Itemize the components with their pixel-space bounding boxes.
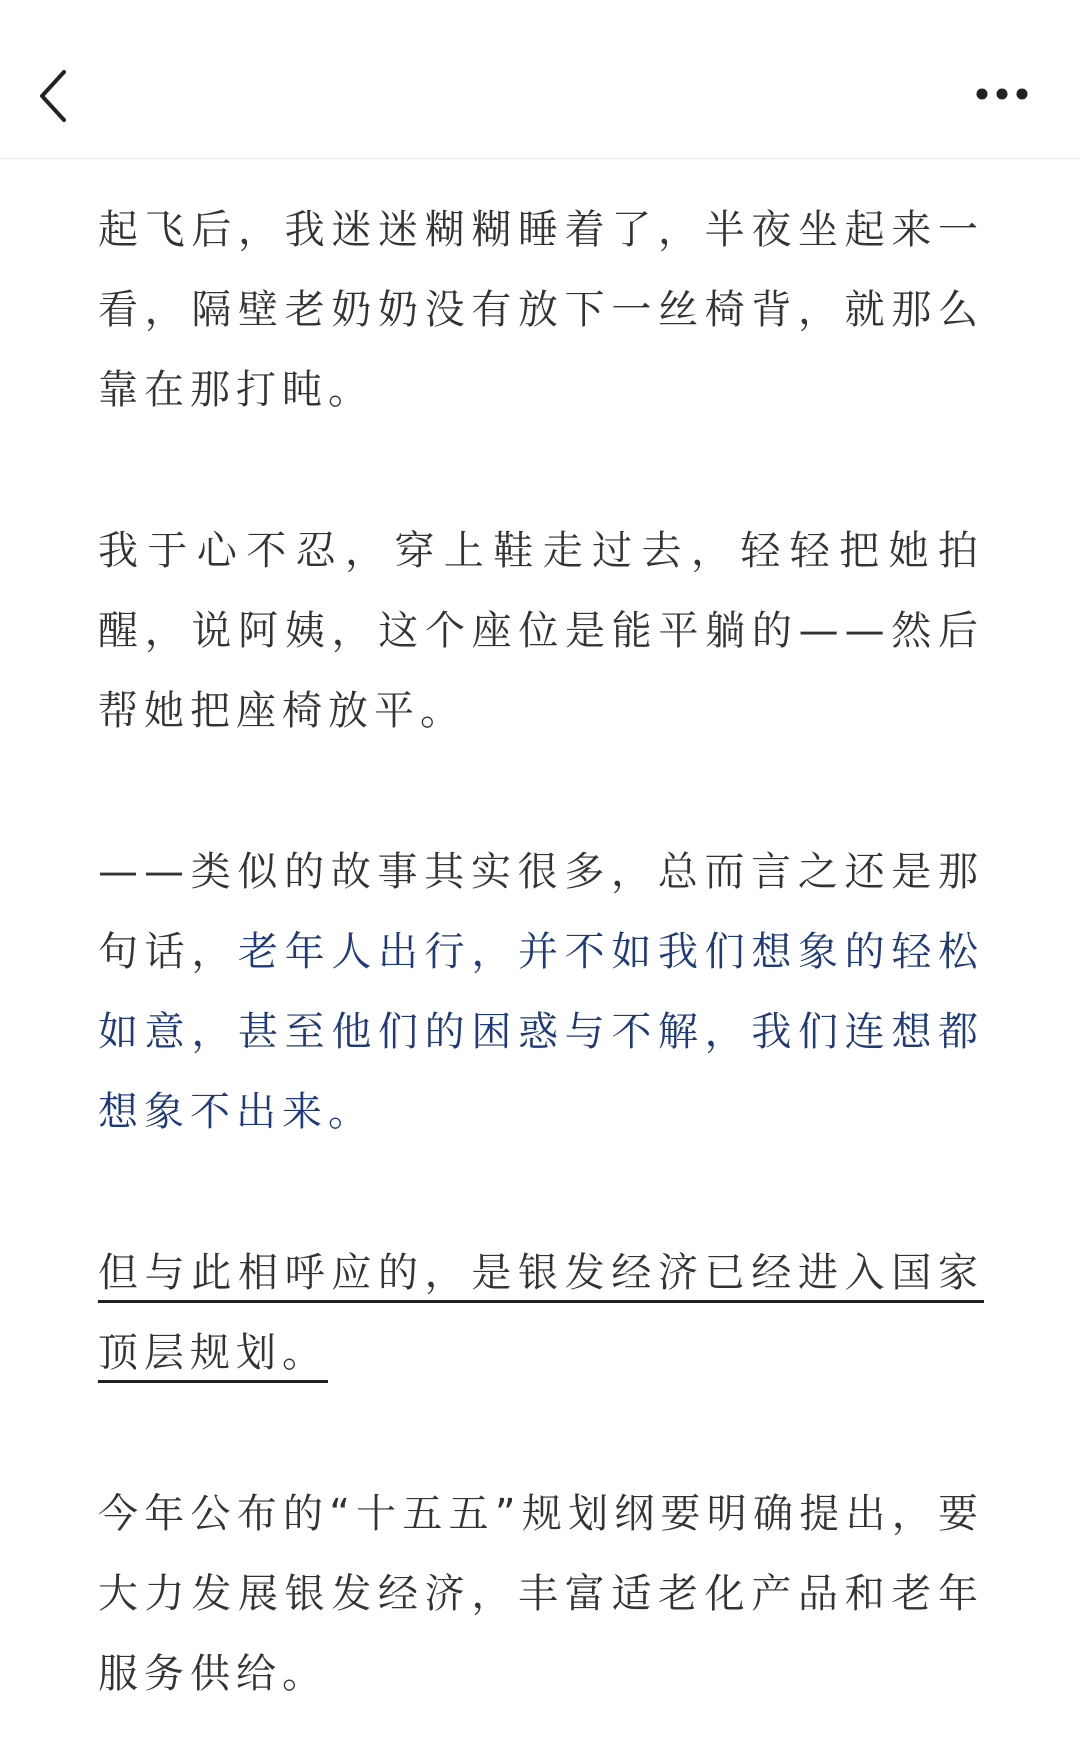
article-body — [98, 190, 984, 1738]
chevron-left-icon — [30, 60, 78, 132]
highlighted-text: 老年人出行，并不如我们想象的轻松如意，甚至他们的困惑与不解，我们连想都想象不出来。 — [98, 929, 984, 1135]
underlined-text: 但与此相呼应的，是银发经济已经进入国家顶层规划。 — [98, 1250, 984, 1376]
more-options-button[interactable] — [972, 70, 1032, 118]
paragraph-3-text: ——类似的故事其实很多，总而言之还是那句话， — [98, 849, 984, 975]
back-button[interactable] — [30, 60, 78, 132]
paragraph-3 — [98, 832, 984, 1152]
more-horizontal-icon — [972, 70, 1032, 118]
top-nav-bar — [0, 0, 1080, 159]
paragraph-4 — [98, 1233, 984, 1393]
paragraph-2: 我于心不忍，穿上鞋走过去，轻轻把她拍醒，说阿姨，这个座位是能平躺的——然后帮她把座椅放平。 — [98, 528, 984, 734]
paragraph-1: 起飞后，我迷迷糊糊睡着了，半夜坐起来一看，隔壁老奶奶没有放下一丝椅背，就那么靠在那打盹。 — [98, 207, 984, 413]
paragraph-5: 今年公布的“十五五”规划纲要明确提出，要大力发展银发经济，丰富适老化产品和老年服务供给。 — [98, 1491, 984, 1697]
